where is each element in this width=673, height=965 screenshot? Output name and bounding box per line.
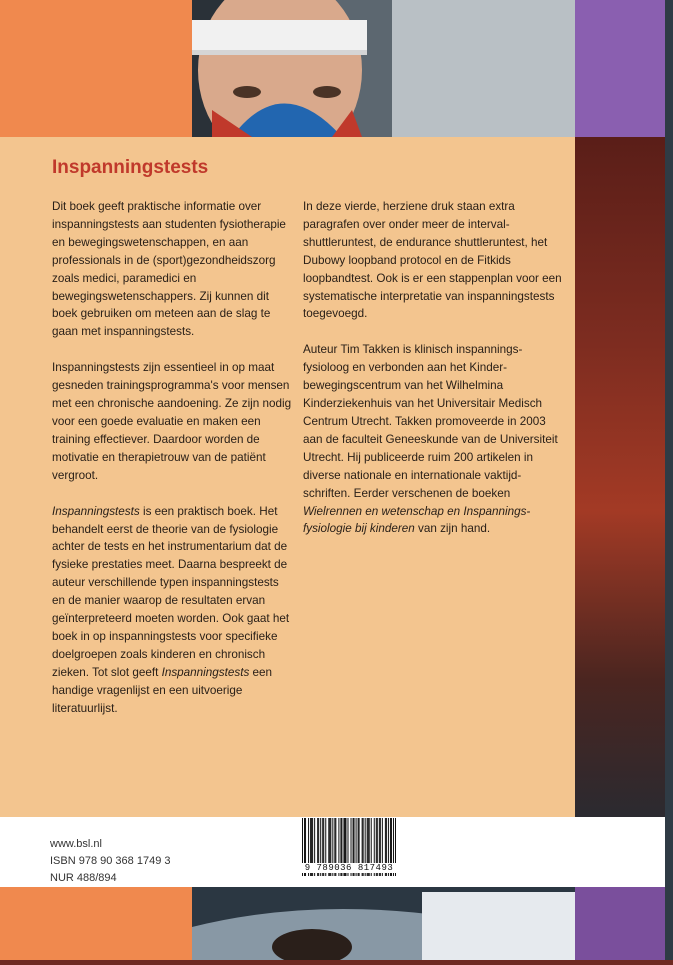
text-run: Dit boek geeft praktische informatie over inspanningstests aan studenten fysiotherapie en bewegingswetenschappen, en aan professionals in de (sport)gezondheidszorg zoals medici, paramedici en bewegingswetenschappers. Zij kunnen dit boek gebruiken om meteen aan de slag te gaan met inspanningstests.	[52, 200, 286, 339]
paragraph	[303, 341, 563, 538]
isbn-label: ISBN 978 90 368 1749 3	[50, 855, 171, 867]
barcode-digits: 9 789036 817493	[296, 863, 402, 873]
text-run: Auteur Tim Takken is klinisch inspanningsfysioloog en verbonden aan het Kinderbewegingscentrum van het Wilhelmina Kinderziekenhuis van het Universitair Medisch Centrum Utrecht. Takken promoveerde in 2003 aan de faculteit Geneeskunde van de Universiteit Utrecht. Hij publiceerde ruim 200 artikelen in diverse nationale en internationale vaktijdschriften. Eerder verschenen de boeken	[303, 343, 558, 500]
right-edge-strip	[665, 0, 673, 960]
text-run: is een praktisch boek. Het behandelt eerst de theorie van de fysiologie achter de tests en het instrumentarium dat de fysieke prestaties meet. Daarna bespreekt de auteur verschillende typen inspanningstests en de manier waarop de resultaten ervan geïnterpreteerd moeten worden. Ook gaat het boek in op inspanningstests voor specifieke doelgroepen zoals kinderen en chronisch zieken. Tot slot geeft	[52, 504, 290, 679]
italic-text: Wielrennen en wetenschap en Inspanningsfysiologie bij kinderen	[303, 504, 531, 536]
text-run: In deze vierde, herziene druk staan extra paragrafen over onder meer de intervalshuttleruntest, de endurance shuttleruntest, het Dubowy loopband protocol en de Fitkids loopbandtest. Ook is er een stappenplan voor een systematische interpretatie van inspanningstests toegevoegd.	[303, 200, 562, 321]
paragraph	[52, 503, 292, 718]
book-title: Inspanningstests	[52, 157, 209, 178]
paragraph	[52, 359, 292, 484]
text-run: Inspanningstests zijn essentieel in op maat gesneden trainingsprogramma's voor mensen met een chronische aandoening. Ze zijn nodig voor een goede evaluatie en maken een training effectiever. Daardoor worden de motivatie en therapietrouw van de patiënt vergroot.	[52, 361, 292, 482]
nur-label: NUR 488/894	[50, 872, 117, 884]
italic-text: Inspanningstests	[161, 665, 250, 679]
paragraph	[52, 198, 292, 341]
purple-bottom-block	[575, 887, 665, 960]
orange-bottom-block	[0, 887, 192, 960]
orange-color-block	[0, 0, 192, 137]
treadmill-photo	[192, 887, 575, 960]
athlete-mask-photo	[192, 0, 575, 137]
side-photo-strip	[575, 137, 673, 817]
italic-text: Inspanningstests	[52, 504, 140, 518]
left-text-column	[52, 198, 292, 735]
paragraph	[303, 198, 563, 323]
publisher-website: www.bsl.nl	[50, 838, 102, 850]
purple-color-strip	[575, 0, 673, 137]
text-run: een handige vragenlijst en een uitvoerige literatuurlijst.	[52, 665, 273, 715]
right-text-column	[303, 198, 563, 556]
text-run: van zijn hand.	[414, 522, 491, 536]
